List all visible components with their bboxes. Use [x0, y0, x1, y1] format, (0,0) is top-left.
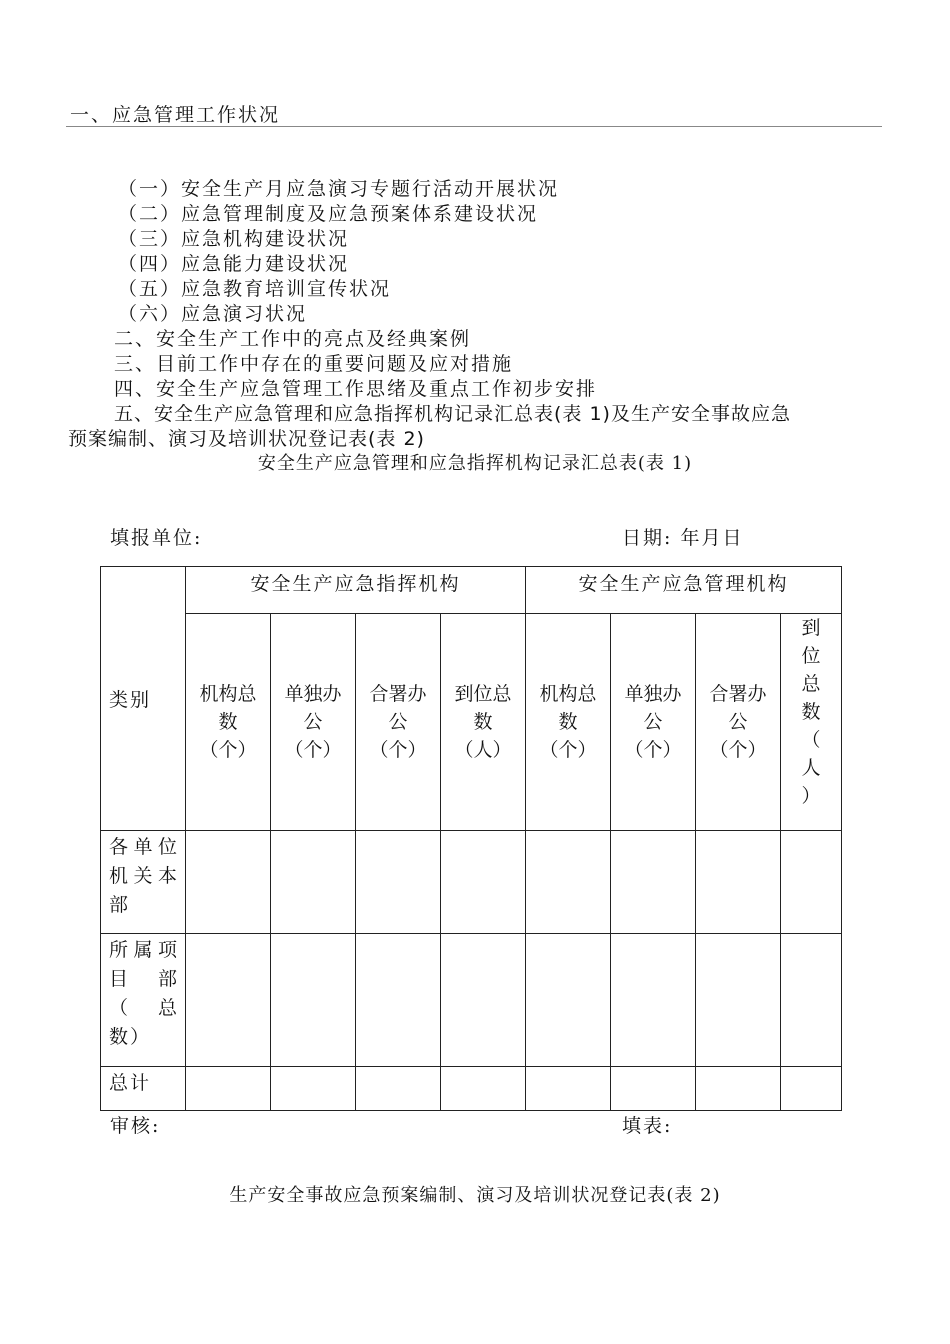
- subheader-command-independent: 单独办 公 （个）: [271, 614, 356, 831]
- subheader-management-independent: 单独办 公 （个）: [611, 614, 696, 831]
- subsection-3: （三）应急机构建设状况: [118, 228, 350, 250]
- subheader-management-total: 机构总 数 （个）: [526, 614, 611, 831]
- table-cell[interactable]: [526, 934, 611, 1067]
- table-cell[interactable]: [186, 831, 271, 934]
- table-cell[interactable]: [696, 1067, 781, 1111]
- table-cell[interactable]: [611, 831, 696, 934]
- table-row: [101, 934, 842, 1067]
- subsection-2: （二）应急管理制度及应急预案体系建设状况: [118, 203, 539, 225]
- table-cell[interactable]: [356, 831, 441, 934]
- table-cell[interactable]: [186, 934, 271, 1067]
- table-row: [101, 831, 842, 934]
- section-heading: 一、应急管理工作状况: [70, 104, 281, 126]
- subsection-4: （四）应急能力建设状况: [118, 253, 350, 275]
- table1-title: 安全生产应急管理和应急指挥机构记录汇总表(表 1): [257, 453, 693, 474]
- section-5-line1: 五、安全生产应急管理和应急指挥机构记录汇总表(表 1)及生产安全事故应急: [114, 403, 791, 425]
- heading-underline: [66, 126, 882, 127]
- filler-unit-label: 填报单位:: [110, 527, 203, 549]
- table-cell[interactable]: [526, 1067, 611, 1111]
- table-cell[interactable]: [696, 831, 781, 934]
- table1: [100, 566, 842, 1111]
- row-label-projects: 所属项目 部（ 总数）: [101, 934, 186, 1067]
- table-cell[interactable]: [356, 934, 441, 1067]
- table2-title: 生产安全事故应急预案编制、演习及培训状况登记表(表 2): [229, 1185, 721, 1206]
- table-cell[interactable]: [781, 1067, 842, 1111]
- subheader-command-total: 机构总 数 （个）: [186, 614, 271, 831]
- row-label-total: 总计: [101, 1067, 186, 1111]
- subheader-command-staff: 到位总 数 （人）: [441, 614, 526, 831]
- table-row: [101, 1067, 842, 1111]
- table-cell[interactable]: [526, 831, 611, 934]
- category-header: 类别: [101, 567, 186, 831]
- date-label: 日期: 年月日: [622, 527, 744, 549]
- table-cell[interactable]: [356, 1067, 441, 1111]
- section-4: 四、安全生产应急管理工作思绪及重点工作初步安排: [114, 378, 598, 400]
- table-cell[interactable]: [441, 934, 526, 1067]
- subheader-management-staff: 到 位 总 数 （ 人 ）: [781, 614, 842, 831]
- section-3: 三、目前工作中存在的重要问题及应对措施: [114, 353, 514, 375]
- subheader-management-joint: 合署办 公 （个）: [696, 614, 781, 831]
- table-cell[interactable]: [781, 934, 842, 1067]
- table-cell[interactable]: [271, 1067, 356, 1111]
- table-cell[interactable]: [271, 934, 356, 1067]
- row-label-hq: 各单位机关本部: [101, 831, 186, 934]
- table-cell[interactable]: [186, 1067, 271, 1111]
- group-header-command: 安全生产应急指挥机构: [186, 567, 526, 614]
- section-5-line2: 预案编制、演习及培训状况登记表(表 2): [68, 428, 425, 450]
- table-cell[interactable]: [611, 934, 696, 1067]
- group-header-management: 安全生产应急管理机构: [526, 567, 842, 614]
- subsection-1: （一）安全生产月应急演习专题行活动开展状况: [118, 178, 560, 200]
- table-cell[interactable]: [441, 831, 526, 934]
- reviewer-label: 审核:: [110, 1115, 161, 1137]
- section-2: 二、安全生产工作中的亮点及经典案例: [114, 328, 472, 350]
- table-cell[interactable]: [271, 831, 356, 934]
- table-cell[interactable]: [441, 1067, 526, 1111]
- table-cell[interactable]: [611, 1067, 696, 1111]
- subheader-command-joint: 合署办 公 （个）: [356, 614, 441, 831]
- table-cell[interactable]: [696, 934, 781, 1067]
- subsection-6: （六）应急演习状况: [118, 303, 308, 325]
- subsection-5: （五）应急教育培训宣传状况: [118, 278, 392, 300]
- filler-label: 填表:: [622, 1115, 673, 1137]
- table-cell[interactable]: [781, 831, 842, 934]
